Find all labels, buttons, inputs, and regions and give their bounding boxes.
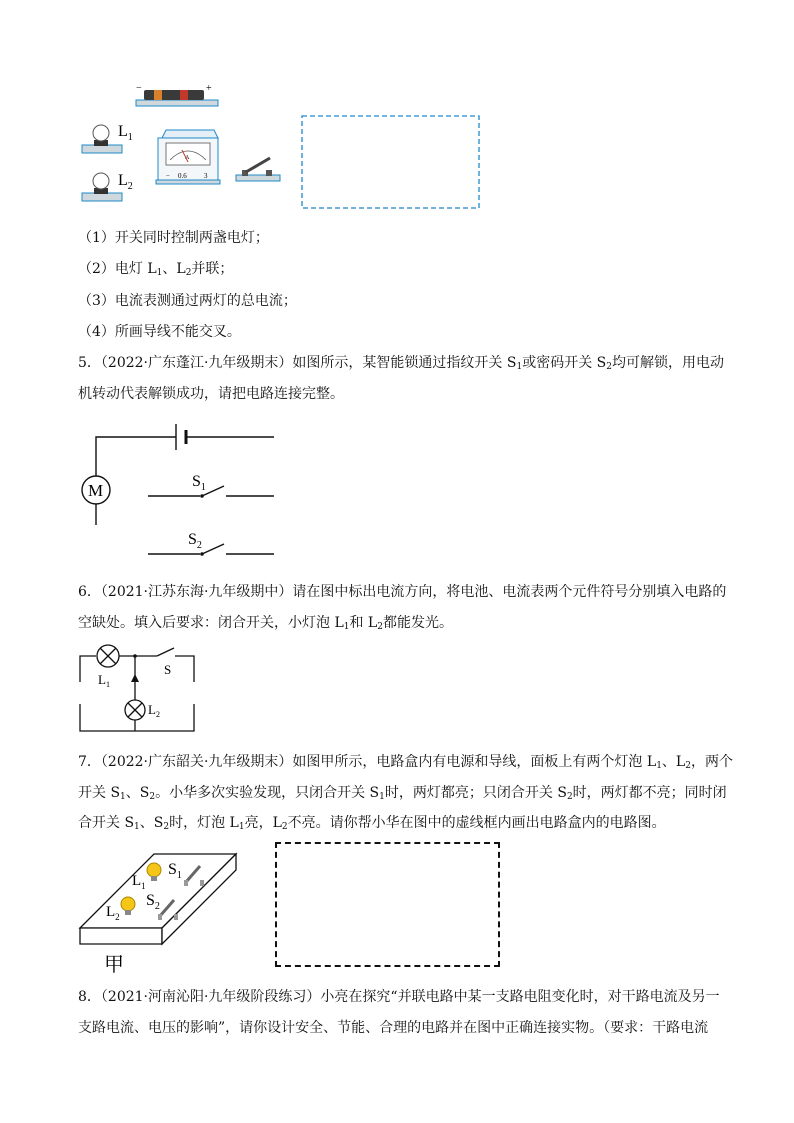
q6-line2: 空缺处。填入后要求：闭合开关，小灯泡 $L_1$和 $L_2$都能发光。 bbox=[78, 615, 453, 632]
q6-circuit bbox=[76, 642, 226, 736]
requirement-4: （4）所画导线不能交叉。 bbox=[78, 324, 241, 340]
q5-line1: 5．（2022·广东蓬江·九年级期末）如图所示，某智能锁通过指纹开关 $S_1$或密码开关 $S_2$均可解锁，用电动 bbox=[78, 355, 724, 372]
box-front-face bbox=[80, 928, 162, 944]
battery-plus-label: + bbox=[206, 83, 212, 94]
answer-box-top bbox=[302, 116, 479, 208]
top-figure bbox=[70, 80, 490, 215]
ammeter-terminal-0.6: 0.6 bbox=[178, 172, 187, 180]
requirement-2: （2）电灯 $L_1$、$L_2$并联； bbox=[78, 261, 234, 278]
ammeter-terminal-3: 3 bbox=[204, 172, 208, 180]
requirement-3: （3）电流表测通过两灯的总电流； bbox=[78, 293, 297, 309]
q7-line1: 7．（2022·广东韶关·九年级期末）如图甲所示，电路盒内有电源和导线，面板上有两个灯泡 $L_1$、$L_2$，两个 bbox=[78, 754, 733, 771]
q7-line2: 开关 $S_1$、$S_2$。小华多次实验发现，只闭合开关 $S_1$时，两灯都亮；只闭合开关 $S_2$时，两灯都不亮；同时闭 bbox=[78, 785, 727, 802]
current-arrow bbox=[131, 674, 139, 682]
ammeter-terminal-minus: − bbox=[166, 172, 170, 180]
s1-label: $S_1$ bbox=[192, 473, 206, 493]
switch-s-blade bbox=[157, 648, 174, 656]
q8-line2: 支路电流、电压的影响”，请你设计安全、节能、合理的电路并在图中正确连接实物。（要求：干路电流 bbox=[78, 1020, 709, 1036]
lamp2-label: $L_2$ bbox=[118, 172, 133, 192]
battery-minus-label: − bbox=[136, 83, 142, 94]
lamp1-label: $L_1$ bbox=[118, 123, 133, 143]
knife-switch bbox=[236, 158, 280, 181]
q7-circuit-box bbox=[76, 848, 246, 976]
q6-line1: 6．（2021·江苏东海·九年级期中）请在图中标出电流方向，将电池、电流表两个元件符号分别填入电路的 bbox=[78, 584, 727, 600]
battery-holder bbox=[136, 83, 218, 106]
answer-box-q7 bbox=[275, 842, 500, 967]
box-l2-label: $L_2$ bbox=[106, 904, 120, 922]
bulb-l2-icon bbox=[121, 897, 135, 911]
l2-label: $L_2$ bbox=[148, 702, 160, 719]
box-s1-label: $S_1$ bbox=[168, 861, 182, 881]
requirement-1: （1）开关同时控制两盏电灯； bbox=[78, 230, 269, 246]
q5-line2: 机转动代表解锁成功，请把电路连接完整。 bbox=[78, 386, 344, 402]
figure-caption-jia: 甲 bbox=[104, 954, 124, 976]
lamp2-holder bbox=[82, 172, 133, 201]
s-label: S bbox=[164, 662, 172, 677]
q8-line1: 8．（2021·河南沁阳·九年级阶段练习）小亮在探究“并联电路中某一支路电阻变化时，对干路电流及另一 bbox=[78, 989, 720, 1005]
lamp1-holder bbox=[82, 123, 133, 153]
q7-line3: 合开关 $S_1$、$S_2$时，灯泡 $L_1$亮，$L_2$不亮。请你帮小华在图中的虚线框内画出电路盒内的电路图。 bbox=[78, 815, 666, 832]
l1-label: $L_1$ bbox=[98, 672, 110, 689]
q5-circuit bbox=[76, 420, 286, 560]
box-l1-label: $L_1$ bbox=[132, 873, 146, 891]
bulb-l1-icon bbox=[147, 863, 161, 877]
motor-label: M bbox=[88, 481, 104, 500]
s2-label: $S_2$ bbox=[188, 531, 202, 551]
box-s2-label: $S_2$ bbox=[146, 892, 160, 912]
ammeter-letter: A bbox=[185, 155, 190, 161]
s2-blade bbox=[202, 544, 224, 554]
ammeter bbox=[156, 130, 220, 184]
